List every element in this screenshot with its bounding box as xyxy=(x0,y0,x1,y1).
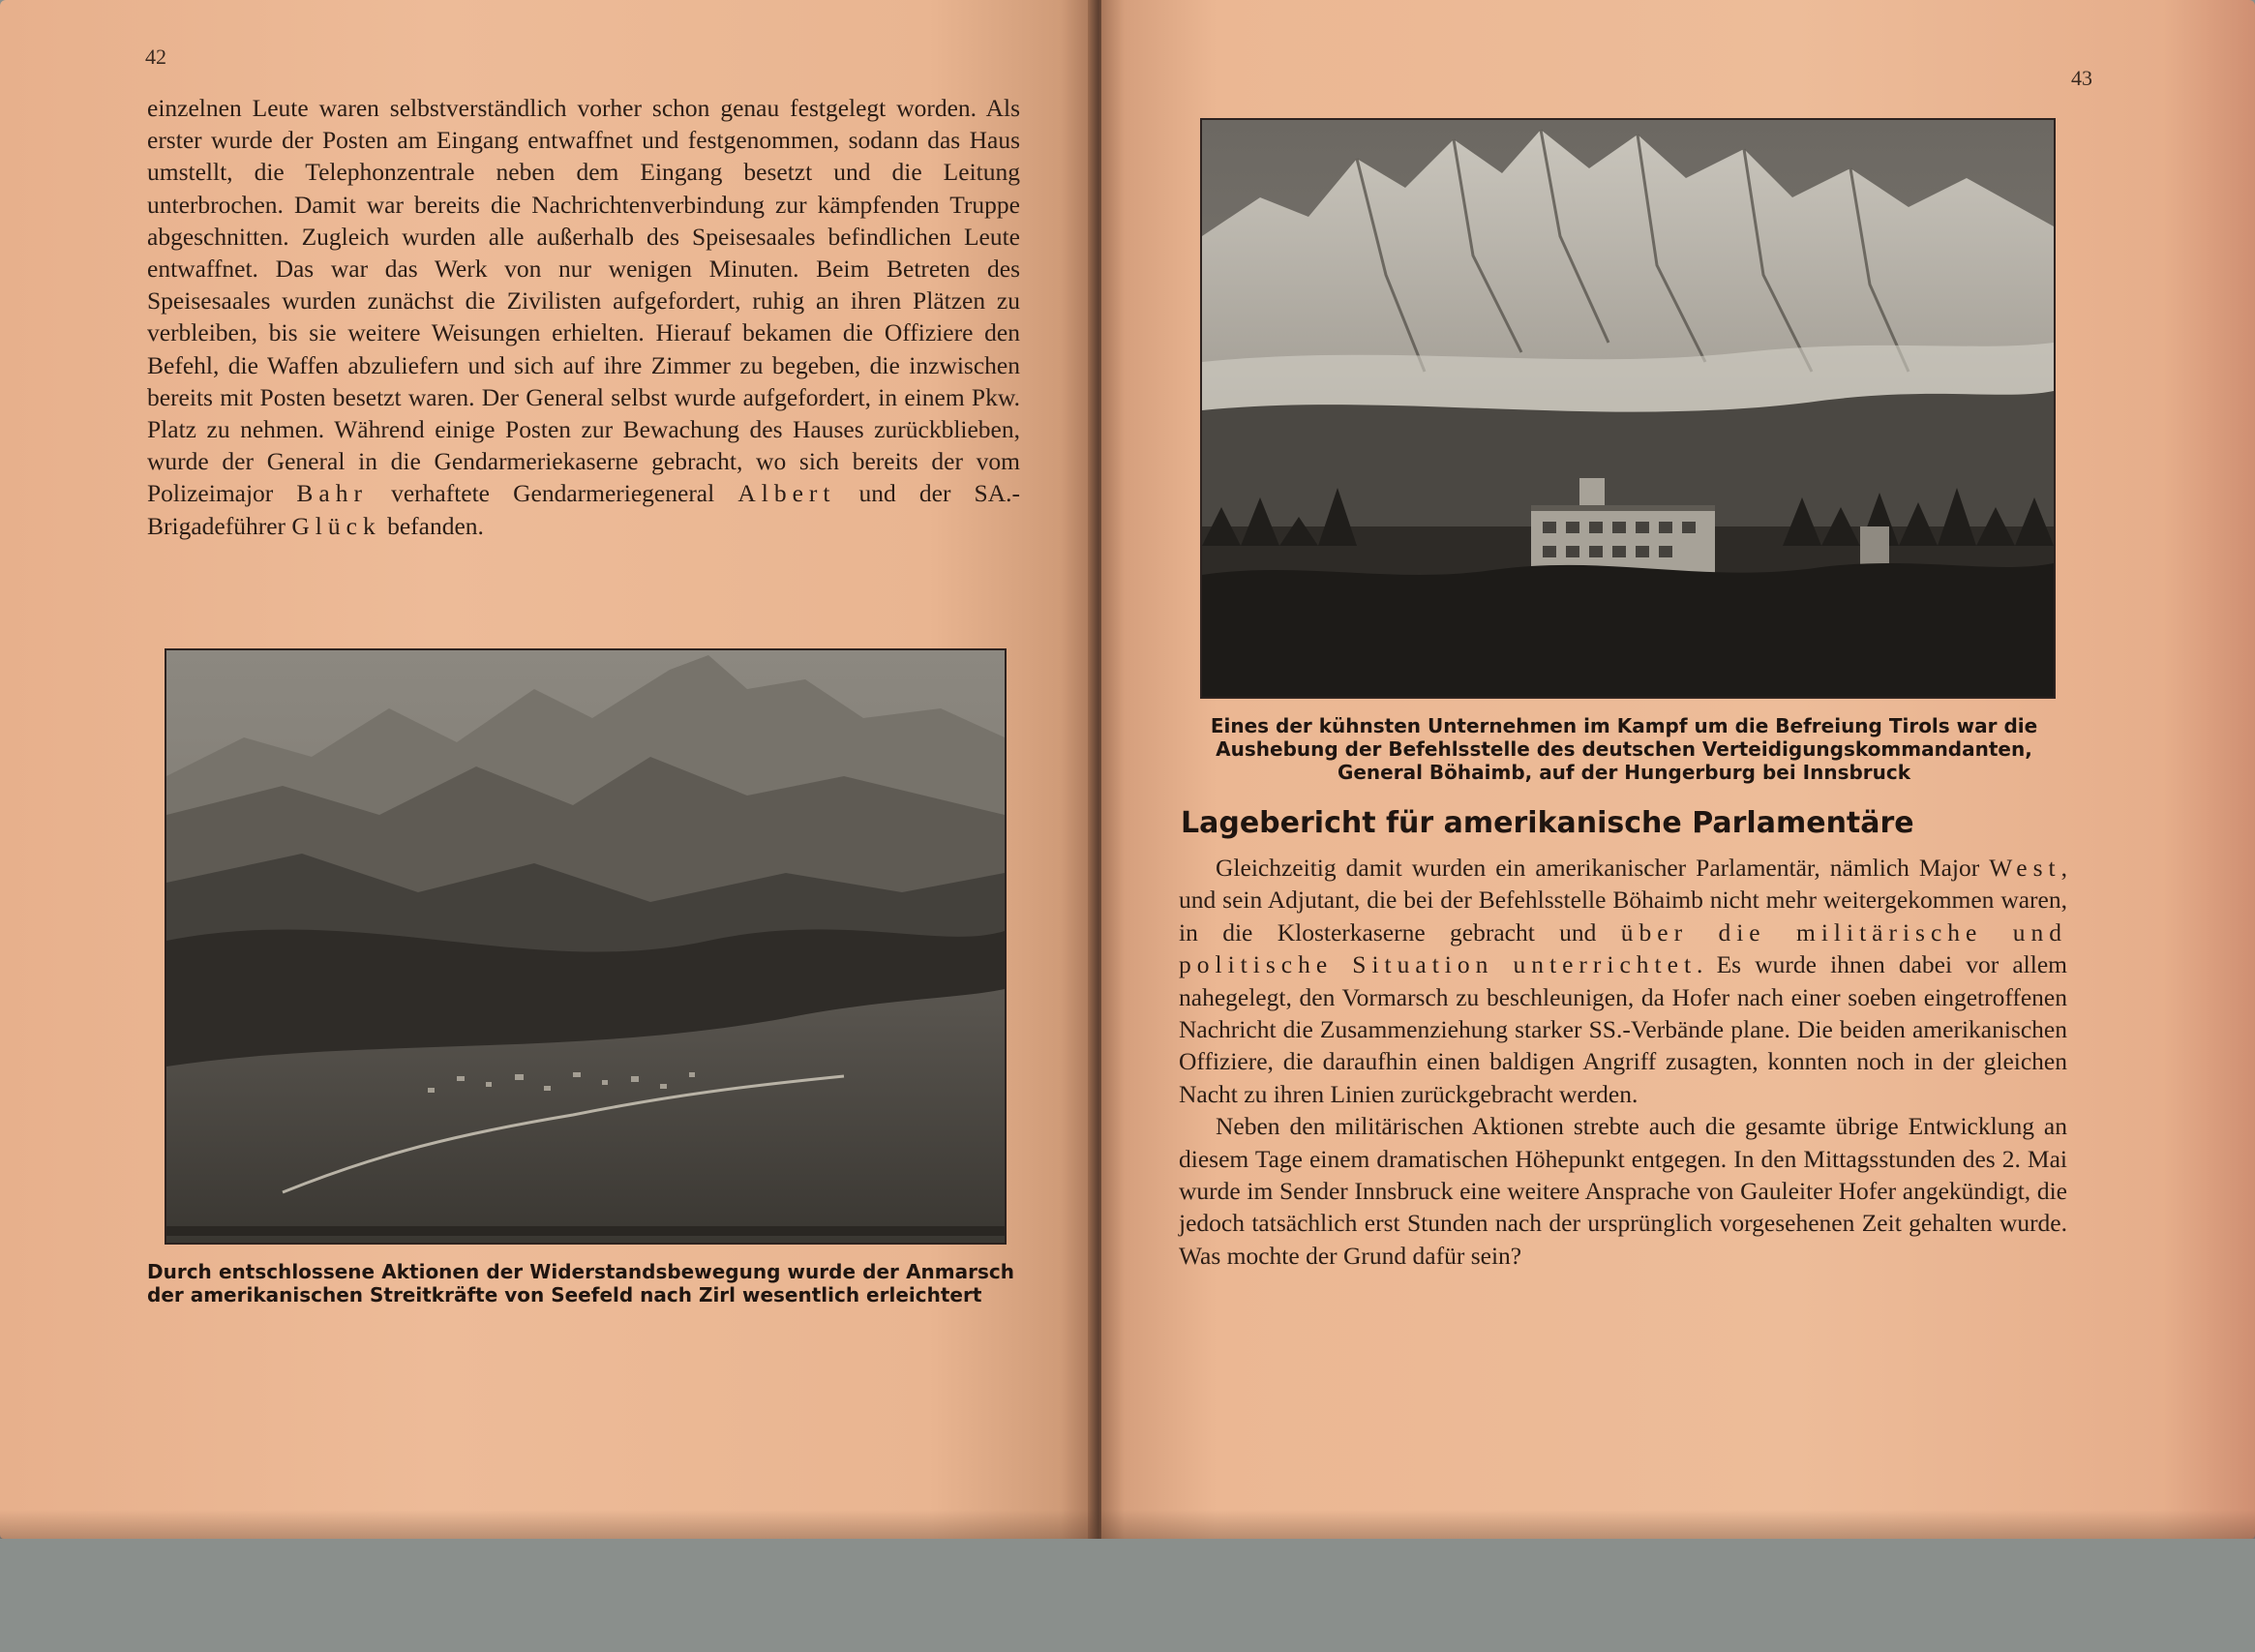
mountain-building-image xyxy=(1202,120,2054,697)
name-bahr: Bahr xyxy=(296,479,368,508)
text-run: , und sein Adjutant, die bei der Befehlsstelle Böhaimb nicht mehr weitergekommen waren, in die Klosterkaserne gebracht und xyxy=(1179,854,2067,946)
valley-landscape-image xyxy=(166,650,1005,1243)
right-page-body-text xyxy=(1179,852,2067,1272)
name-glueck: Glück xyxy=(291,511,381,540)
text-run: Gleichzeitig damit wurden ein amerikanischer Parlamentär, nämlich Major xyxy=(1216,854,1990,882)
valley-photo xyxy=(165,648,1007,1245)
text-run: einzelnen Leute waren selbstverständlich vorher schon genau festgelegt worden. Als erster wurde der Posten am Eingang entwaffnet und festgenommen, sodann das Haus umstellt, die Telephonzentrale neben dem Eingang besetzt und die Leitung unterbrochen. Damit war bereits die Nachrichtenverbindung zur kämpfenden Truppe abgeschnitten. Zugleich wurden alle außerhalb des Speisesaales befindlichen Leute entwaffnet. Das war das Werk von nur wenigen Minuten. Beim Betreten des Speisesaales wurden zunächst die Zivilisten aufgefordert, ruhig an ihren Plätzen zu verbleiben, bis sie weitere Weisungen erhielten. Hierauf bekamen die Offiziere den Befehl, die Waffen abzuliefern und sich auf ihre Zimmer zu begeben, die inzwischen bereits mit Posten besetzt waren. Der General selbst wurde aufgefordert, in einem Pkw. Platz zu nehmen. Während einige Posten zur Bewachung des Hauses zurückblieben, wurde der General in die Gendarmeriekaserne gebracht, wo sich bereits der vom Polizeimajor xyxy=(147,94,1020,508)
name-west: West xyxy=(1989,854,2061,882)
section-heading: Lagebericht für amerikanische Parlamentäre xyxy=(1181,806,1914,840)
page-bottom-shadow xyxy=(0,1510,2255,1539)
text-run: und der SA.-Brigadeführer xyxy=(147,479,1021,540)
right-paragraph-1 xyxy=(1179,852,2067,1110)
right-page xyxy=(1101,0,2255,1539)
hungerburg-photo xyxy=(1200,118,2056,699)
text-run: verhaftete Gendarmeriegeneral xyxy=(367,479,738,508)
page-number-right: 43 xyxy=(2071,66,2092,90)
text-run: befanden. xyxy=(380,511,484,540)
left-page-body-text xyxy=(147,92,1020,542)
text-run: . Es wurde ihnen dabei vor allem nahegelegt, den Vormarsch zu beschleunigen, da Hofer nach einer soeben eingetroffenen Nachricht die Zusammenziehung starker SS.-Verbände plane. Die beiden amerikanischen Offiziere, die daraufhin einen baldigen Angriff zusagten, konnten noch in der gleichen Nacht zu ihren Linien zurückgebracht werden. xyxy=(1179,950,2067,1108)
hungerburg-photo-caption: Eines der kühnsten Unternehmen im Kampf um die Befreiung Tirols war die Aushebung der Befehlsstelle des deutschen Verteidigungskommandanten, General Böhaimb, auf der Hungerburg bei Innsbruck xyxy=(1210,714,2038,784)
name-albert: Albert xyxy=(737,479,836,508)
emphasized-phrase: über die militärische und politische Situation unterrichtet xyxy=(1179,917,2067,979)
valley-photo-caption: Durch entschlossene Aktionen der Widerstandsbewegung wurde der Anmarsch der amerikanischen Streitkräfte von Seefeld nach Zirl wesentlich erleichtert xyxy=(147,1260,1014,1307)
right-paragraph-2: Neben den militärischen Aktionen strebte auch die gesamte übrige Entwicklung an diesem Tage einem dramatischen Höhepunkt entgegen. In den Mittagsstunden des 2. Mai wurde im Sender Innsbruck eine weitere Ansprache von Gauleiter Hofer angekündigt, die jedoch tatsächlich erst Stunden nach der ursprünglich vorgesehenen Zeit gehalten wurde. Was mochte der Grund dafür sein? xyxy=(1179,1112,2067,1270)
left-page xyxy=(0,0,1094,1539)
page-number-left: 42 xyxy=(145,45,166,69)
left-paragraph xyxy=(147,92,1020,542)
